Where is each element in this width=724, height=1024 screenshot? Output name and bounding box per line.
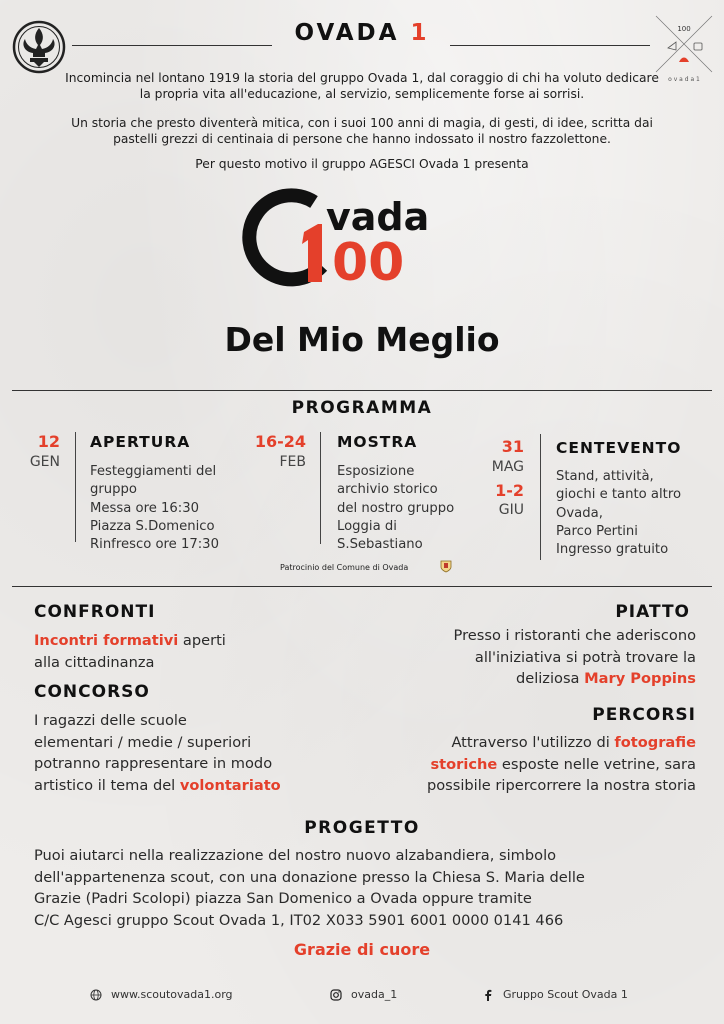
event-3-month-2: GIU <box>498 502 524 518</box>
page-title: OVADA 1 <box>294 20 430 46</box>
piatto-title: PIATTO <box>615 602 690 622</box>
programma-title: PROGRAMMA <box>291 398 433 418</box>
event-1-divider <box>75 432 76 542</box>
facebook-page[interactable]: Gruppo Scout Ovada 1 <box>503 988 628 1001</box>
instagram-handle[interactable]: ovada_1 <box>351 988 398 1001</box>
divider-programma <box>12 390 712 391</box>
event-2-title: MOSTRA <box>337 433 418 451</box>
event-1-description: Festeggiamenti del gruppo Messa ore 16:30 Piazza S.Domenico Rinfresco ore 17:30 <box>90 464 219 553</box>
event-1-day: 12 <box>37 432 60 451</box>
header-rule-right <box>450 45 650 46</box>
concorso-text: I ragazzi delle scuole elementari / medie / superiori potranno rappresentare in modo artistico il tema del volontariato <box>34 712 281 794</box>
intro-paragraph-3: Per questo motivo il gruppo AGESCI Ovada 1 presenta <box>195 157 529 171</box>
thanks-text: Grazie di cuore <box>293 940 431 959</box>
percorsi-title: PERCORSI <box>592 705 696 725</box>
patrocinio-text: Patrocinio del Comune di Ovada <box>280 563 409 572</box>
percorsi-text: Attraverso l'utilizzo di fotografie storiche esposte nelle vetrine, sara possibile ripercorrere la nostra storia <box>426 734 696 794</box>
instagram-icon <box>330 989 342 1001</box>
event-3-day: 31 <box>501 437 524 456</box>
progetto-title: PROGETTO <box>304 818 420 838</box>
event-2-month: FEB <box>279 454 306 470</box>
footer-instagram[interactable] <box>330 988 397 1001</box>
piatto-text: Presso i ristoranti che aderiscono all'iniziativa si potrà trovare la deliziosa Mary Poppins <box>453 627 696 687</box>
intro-paragraph-1: Incomincia nel lontano 1919 la storia del gruppo Ovada 1, dal coraggio di chi ha voluto dedicare la propria vita all'educazione, al servizio, semplicemente forse ai sorrisi. <box>65 71 659 101</box>
comune-crest-icon <box>440 559 452 573</box>
svg-text:00: 00 <box>332 233 405 288</box>
event-2-day: 16-24 <box>254 432 306 451</box>
concorso-title: CONCORSO <box>34 682 150 702</box>
progetto-text: Puoi aiutarci nella realizzazione del nostro nuovo alzabandiera, simbolo dell'appartenenza scout, con una donazione presso la Chiesa S. Maria delle Grazie (Padri Scolopi) piazza San Domenico a Ovada oppure tramite C/C Agesci gruppo Scout Ovada 1, IT02 X033 5901 6001 0000 0141 466 <box>34 847 585 929</box>
event-3-month: MAG <box>491 459 524 475</box>
confronti-text: Incontri formativi aperti alla cittadinanza <box>34 632 226 671</box>
intro-paragraph-2: Un storia che presto diventerà mitica, con i suoi 100 anni di magia, di gesti, di idee, scritta dai pastelli grezzi di centinaia di persone che hanno indossato il nostro fazzolettone. <box>71 116 653 146</box>
event-1-title: APERTURA <box>90 433 191 451</box>
footer-website[interactable] <box>90 988 233 1001</box>
event-2-divider <box>320 432 321 544</box>
confronti-title: CONFRONTI <box>34 602 156 622</box>
svg-text:100: 100 <box>677 25 691 33</box>
facebook-icon <box>482 989 494 1001</box>
event-3-divider <box>540 434 541 560</box>
svg-text:o v a d a 1: o v a d a 1 <box>668 76 700 83</box>
tagline: Del Mio Meglio <box>224 320 500 359</box>
event-1-month: GEN <box>29 454 60 470</box>
event-2-description: Esposizione archivio storico del nostro gruppo Loggia di S.Sebastiano <box>337 464 455 553</box>
ovada-100-logo <box>236 188 486 288</box>
event-3-day-2: 1-2 <box>495 481 524 500</box>
globe-icon <box>90 989 102 1001</box>
event-3-title: CENTEVENTO <box>556 439 682 457</box>
footer-facebook[interactable] <box>482 988 628 1001</box>
event-3-description: Stand, attività, giochi e tanto altro Ovada, Parco Pertini Ingresso gratuito <box>556 469 682 558</box>
svg-text:vada: vada <box>326 195 430 239</box>
website-link[interactable]: www.scoutovada1.org <box>111 988 233 1001</box>
divider-sections <box>12 586 712 587</box>
